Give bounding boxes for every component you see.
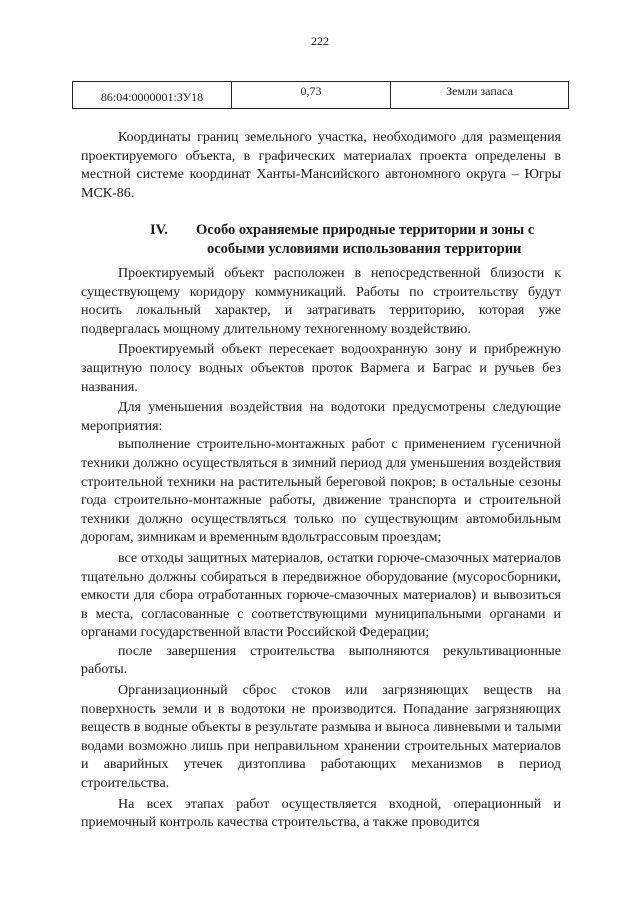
area-cell: 0,73 <box>232 82 391 109</box>
coordinates-paragraph: Координаты границ земельного участка, необходимого для размещения проектируемого объекта, в графических материалах проекта определены в местной системе координат Ханты-Мансийского автономного округа – Югры МСК-86. <box>81 130 561 201</box>
page-number: 222 <box>311 34 329 48</box>
land-plot-table <box>72 81 569 109</box>
list-item: выполнение строительно-монтажных работ с применением гусеничной техники должно осуществляться в зимний период для уменьшения воздействия строительной техники на растительный береговой покров; в остальные сезоны года строительно-монтажные работы, движение транспорта и строительной техники должно осуществляться только по существующим автомобильным дорогам, зимникам и временным вдольтрассовым проездам; <box>81 437 561 546</box>
paragraph: Организационный сброс стоков или загрязняющих веществ на поверхность земли и в водотоки не производится. Попадание загрязняющих веществ в водные объекты в результате размыва и выноса ливневыми и талыми водами возможно лишь при неправильном хранении строительных материалов и аварийных утечек дизтоплива работающих механизмов в период строительства. <box>81 683 561 792</box>
paragraph: На всех этапах работ осуществляется входной, операционный и приемочный контроль качества строительства, а также проводится <box>81 796 561 831</box>
paragraph: Проектируемый объект расположен в непосредственной близости к существующему коридору коммуникаций. Работы по строительству будут носить локальный характер, и затрагивать территорию, которая уже подвергалась мощному длительному техногенному воздействию. <box>81 266 561 337</box>
section-title-line2: особыми условиями использования территории <box>207 241 522 257</box>
section-number: IV. <box>150 222 168 238</box>
paragraph: Для уменьшения воздействия на водотоки предусмотрены следующие мероприятия: <box>81 400 561 434</box>
cadastral-number-cell: 86:04:0000001:ЗУ18 <box>73 82 232 109</box>
list-item: все отходы защитных материалов, остатки горюче-смазочных материалов тщательно должны собираться в передвижное оборудование (мусоросборники, емкости для сбора отработанных горюче-смазочных материалов) и вывозиться в места, согласованные с соответствующими муниципальными органами и органами государственной власти Российской Федерации; <box>81 550 561 641</box>
land-category-cell: Земли запаса <box>391 82 569 109</box>
table-row <box>73 82 569 109</box>
paragraph: Проектируемый объект пересекает водоохранную зону и прибрежную защитную полосу водных объектов проток Вармега и Баграс и ручьев без названия. <box>81 342 561 395</box>
list-item: после завершения строительства выполняются рекультивационные работы. <box>81 643 561 678</box>
section-title-line1: Особо охраняемые природные территории и зоны с <box>196 222 535 238</box>
coordinates-block <box>81 129 561 203</box>
section-body <box>81 265 561 833</box>
